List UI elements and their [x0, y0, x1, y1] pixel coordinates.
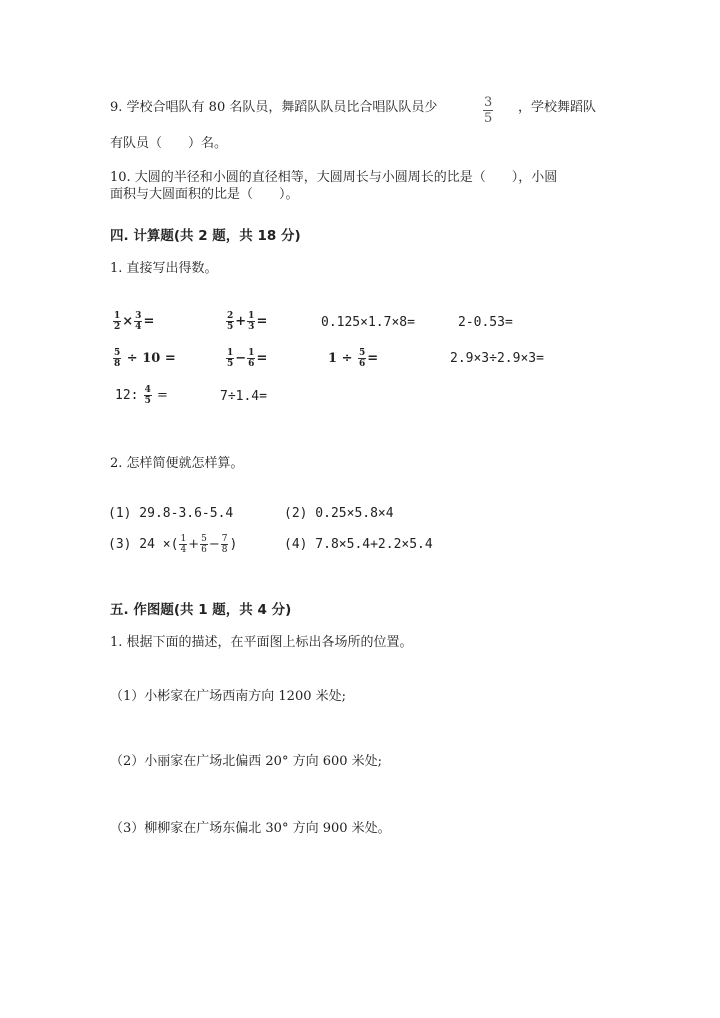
frac-den: 8 — [114, 359, 121, 369]
simplify-calc-2: (2) 0.25×5.8×4 — [284, 506, 394, 521]
frac-den: 6 — [359, 359, 366, 369]
calc-r1c3: 0.125×1.7×8= — [321, 315, 415, 330]
calc-r1c2 — [225, 311, 267, 332]
frac-num: 3 — [135, 311, 142, 321]
calc-r1c1 — [112, 311, 154, 332]
q9-frac-den: 5 — [484, 111, 493, 126]
frac-num: 1 — [180, 534, 187, 544]
frac-den: 4 — [135, 322, 142, 332]
equals: = — [157, 388, 168, 403]
calc-r2c2 — [225, 348, 267, 369]
q10-line1: 10. 大圆的半径和小圆的直径相等，大圆周长与小圆周长的比是（ ），小圆 — [110, 170, 558, 185]
calc-r2c1 — [112, 348, 176, 369]
frac-num: 5 — [201, 534, 207, 544]
expression-pre: 1 ÷ — [328, 351, 353, 366]
frac-num: 1 — [114, 311, 121, 321]
drawing-item-2: （2）小丽家在广场北偏西 20° 方向 600 米处; — [110, 754, 383, 769]
calc-r3c1 — [115, 385, 168, 406]
calc-r3c2: 7÷1.4= — [220, 389, 267, 404]
drawing-item-1: （1）小彬家在广场西南方向 1200 米处; — [110, 689, 346, 704]
section5-title: 五. 作图题(共 1 题，共 4 分) — [110, 602, 292, 618]
equals: = — [367, 351, 379, 366]
section4-p1-title: 1. 直接写出得数。 — [110, 261, 218, 276]
calc-r1c4: 2-0.53= — [458, 315, 513, 330]
frac-den: 5 — [144, 396, 151, 406]
frac-num: 5 — [359, 348, 366, 358]
simplify-calc-3 — [108, 534, 237, 555]
simplify-calc-4: (4) 7.8×5.4+2.2×5.4 — [284, 537, 433, 552]
expression-post: ) — [229, 537, 238, 552]
q9-fraction — [483, 95, 493, 126]
expression-pre: 12: — [115, 388, 139, 403]
q9-line1 — [110, 99, 437, 117]
frac-num: 1 — [248, 348, 255, 358]
equals: = — [143, 314, 155, 329]
frac-den: 6 — [248, 359, 255, 369]
expression-pre: (3) 24 ×( — [108, 537, 179, 552]
frac-num: 1 — [227, 348, 234, 358]
section4-title: 四. 计算题(共 2 题，共 18 分) — [110, 228, 301, 244]
operator: + — [188, 537, 200, 552]
operator: − — [208, 537, 220, 552]
calc-r2c3 — [328, 348, 378, 369]
simplify-calc-1: (1) 29.8-3.6-5.4 — [108, 506, 234, 521]
frac-den: 5 — [227, 359, 234, 369]
q9-text-before: 9. 学校合唱队有 80 名队员，舞蹈队队员比合唱队队员少 — [110, 100, 438, 115]
q9-text-after: ，学校舞蹈队 — [518, 100, 597, 115]
drawing-item-3: （3）柳柳家在广场东偏北 30° 方向 900 米处。 — [110, 821, 391, 836]
expression-rest: ÷ 10 = — [126, 351, 176, 366]
operator: × — [122, 314, 134, 329]
frac-den: 4 — [180, 545, 187, 555]
frac-num: 1 — [248, 311, 255, 321]
q10-line2: 面积与大圆面积的比是（ ）。 — [110, 187, 299, 202]
section4-p2-title: 2. 怎样简便就怎样算。 — [110, 456, 244, 471]
frac-den: 6 — [201, 545, 207, 555]
q9-frac-num: 3 — [484, 95, 493, 110]
frac-den: 5 — [227, 322, 234, 332]
frac-num: 2 — [227, 311, 234, 321]
operator: − — [235, 351, 247, 366]
frac-den: 3 — [248, 322, 255, 332]
equals: = — [256, 351, 268, 366]
frac-den: 8 — [221, 545, 228, 555]
frac-num: 4 — [144, 385, 151, 395]
frac-num: 5 — [114, 348, 121, 358]
frac-num: 7 — [221, 534, 228, 544]
operator: + — [235, 314, 247, 329]
frac-den: 2 — [114, 322, 121, 332]
q9-line2: 有队员（ ）名。 — [110, 136, 228, 151]
calc-r2c4: 2.9×3÷2.9×3= — [450, 351, 544, 366]
section5-p1-title: 1. 根据下面的描述，在平面图上标出各场所的位置。 — [110, 635, 413, 650]
equals: = — [256, 314, 268, 329]
